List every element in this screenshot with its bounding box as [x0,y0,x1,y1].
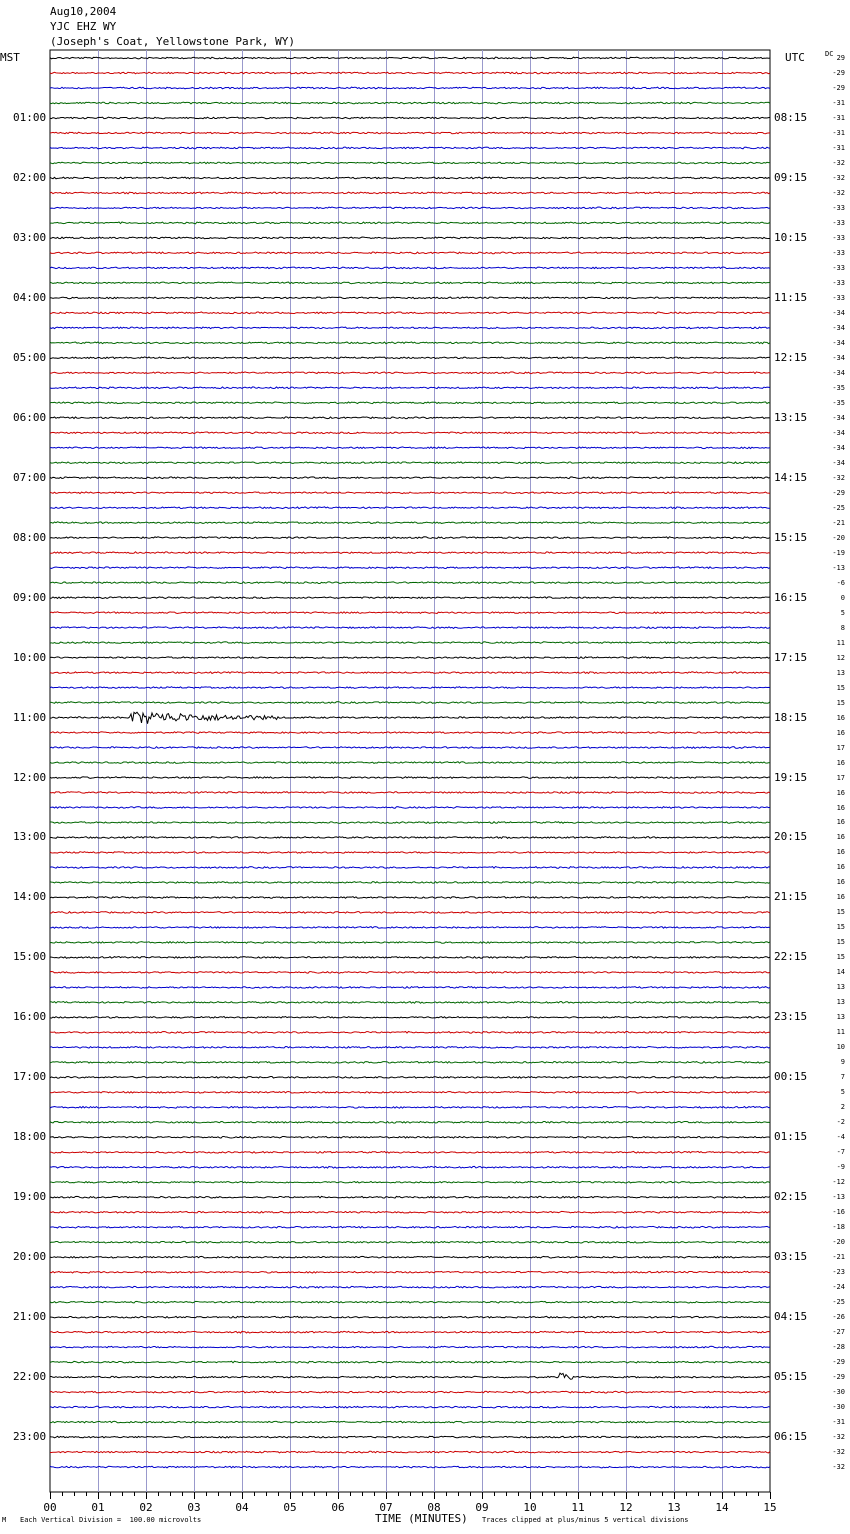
trace-row [50,447,770,449]
right-hour-label: 23:15 [774,1010,808,1023]
x-tick-label: 11 [571,1501,585,1514]
left-hour-label: 08:00 [13,531,47,544]
trace-row [50,597,770,599]
right-hour-label: 15:15 [774,531,808,544]
trace-row [50,762,770,764]
dc-offset-value: -7 [836,1148,845,1156]
trace-row [50,1346,770,1348]
dc-offset-value: -34 [832,339,845,347]
x-tick-label: 00 [43,1501,57,1514]
trace-row [50,1031,770,1033]
left-hour-label: 15:00 [13,950,47,963]
trace-row [50,1286,770,1288]
trace-row [50,567,770,569]
x-tick-label: 06 [331,1501,345,1514]
right-hour-label: 11:15 [774,291,808,304]
right-hour-label: 20:15 [774,830,808,843]
trace-row [50,702,770,704]
dc-offset-value: -34 [832,309,845,317]
trace-row [50,612,770,614]
trace-row [50,507,770,509]
dc-offset-value: -31 [832,114,845,122]
plot-frame [50,50,770,1492]
dc-offset-value: -28 [832,1343,845,1351]
trace-row [50,372,770,374]
trace-row [50,912,770,914]
dc-offset-value: 16 [836,893,845,901]
trace-row [50,477,770,479]
dc-offset-value: -29 [832,1358,845,1366]
dc-offset-value: 15 [836,953,845,961]
trace-row [50,1106,770,1108]
dc-offset-value: -32 [832,189,845,197]
trace-row [50,237,770,239]
trace-row [50,72,770,74]
dc-offset-value: -4 [836,1133,845,1141]
dc-offset-value: 15 [836,923,845,931]
dc-offset-value: -19 [832,549,845,557]
left-hour-label: 12:00 [13,771,47,784]
dc-offset-value: -25 [832,504,845,512]
dc-offset-value: 9 [840,1058,845,1066]
dc-offset-value: 13 [836,983,845,991]
dc-offset-value: -34 [832,429,845,437]
right-hour-label: 08:15 [774,111,808,124]
left-hour-label: 17:00 [13,1070,47,1083]
x-tick-label: 02 [139,1501,153,1514]
dc-offset-value: -21 [832,519,845,527]
trace-row [50,1421,770,1423]
dc-offset-value: -32 [832,1448,845,1456]
dc-offset-value: 13 [836,1013,845,1021]
left-hour-label: 06:00 [13,411,47,424]
left-hour-label: 03:00 [13,231,47,244]
trace-row [50,957,770,959]
dc-offset-value: -26 [832,1313,845,1321]
trace-row [50,1331,770,1333]
dc-offset-value: -34 [832,444,845,452]
left-hour-label: 11:00 [13,711,47,724]
dc-offset-value: 11 [836,1028,845,1036]
plot-date: Aug10,2004 [50,5,117,18]
trace-row [50,1061,770,1063]
dc-offset-value: -30 [832,1388,845,1396]
trace-row [50,1196,770,1198]
trace-row [50,387,770,389]
dc-offset-value: -27 [832,1328,845,1336]
trace-row [50,672,770,674]
trace-row [50,57,770,59]
trace-row [50,1166,770,1168]
x-tick-label: 03 [187,1501,201,1514]
dc-offset-value: 8 [840,624,845,632]
right-hour-label: 03:15 [774,1250,808,1263]
dc-offset-value: 16 [836,729,845,737]
right-hour-label: 00:15 [774,1070,808,1083]
trace-row [50,1391,770,1393]
x-axis-title: TIME (MINUTES) [375,1512,468,1525]
dc-offset-value: -33 [832,279,845,287]
trace-row [50,552,770,554]
dc-offset-value: -23 [832,1268,845,1276]
trace-row [50,342,770,344]
trace-row [50,1016,770,1018]
trace-row [50,657,770,659]
x-tick-label: 07 [379,1501,393,1514]
dc-offset-value: -24 [832,1283,845,1291]
trace-row [50,792,770,794]
left-hour-label: 04:00 [13,291,47,304]
dc-offset-value: -32 [832,159,845,167]
dc-offset-value: 16 [836,863,845,871]
left-hour-label: 13:00 [13,830,47,843]
dc-offset-value: -32 [832,174,845,182]
trace-row [50,687,770,689]
dc-offset-value: 16 [836,789,845,797]
x-tick-label: 13 [667,1501,681,1514]
dc-offset-value: 15 [836,699,845,707]
x-tick-label: 05 [283,1501,297,1514]
trace-row [50,297,770,299]
trace-row [50,537,770,539]
trace-row [50,777,770,779]
trace-row [50,252,770,254]
dc-offset-value: -29 [832,489,845,497]
dc-offset-value: -29 [832,69,845,77]
dc-offset-value: 5 [840,609,845,617]
right-timezone-label: UTC [785,51,805,64]
trace-row [50,882,770,884]
dc-offset-value: -2 [836,1118,845,1126]
trace-row [50,282,770,284]
station-code: YJC EHZ WY [50,20,117,33]
dc-offset-value: -32 [832,1433,845,1441]
right-hour-label: 12:15 [774,351,808,364]
x-tick-label: 08 [427,1501,441,1514]
right-hour-label: 05:15 [774,1370,808,1383]
corner-mark: M [2,1516,7,1524]
right-hour-label: 14:15 [774,471,808,484]
dc-offset-value: -34 [832,324,845,332]
right-hour-label: 19:15 [774,771,808,784]
trace-row [50,1436,770,1438]
trace-row [50,1091,770,1093]
dc-offset-value: 15 [836,684,845,692]
left-hour-label: 18:00 [13,1130,47,1143]
dc-offset-value: 15 [836,908,845,916]
dc-offset-value: 7 [840,1073,845,1081]
right-hour-label: 16:15 [774,591,808,604]
trace-row [50,132,770,134]
trace-row [50,822,770,824]
right-hour-label: 02:15 [774,1190,808,1203]
scale-note: Each Vertical Division = 100.00 microvolts [20,1516,202,1524]
left-timezone-label: MST [0,51,20,64]
right-hour-label: 22:15 [774,950,808,963]
dc-offset-value: -13 [832,564,845,572]
dc-offset-value: -34 [832,369,845,377]
dc-offset-value: -6 [836,579,845,587]
trace-row [50,492,770,494]
dc-offset-value: -32 [832,1463,845,1471]
left-hour-label: 23:00 [13,1430,47,1443]
right-hour-label: 01:15 [774,1130,808,1143]
dc-offset-value: -35 [832,384,845,392]
trace-row [50,897,770,899]
left-hour-label: 20:00 [13,1250,47,1263]
dc-offset-value: -32 [832,474,845,482]
dc-offset-value: 16 [836,759,845,767]
left-hour-label: 22:00 [13,1370,47,1383]
clip-note: Traces clipped at plus/minus 5 vertical divisions [482,1516,689,1524]
trace-row [50,1151,770,1153]
trace-row [50,1301,770,1303]
dc-offset-value: 11 [836,639,845,647]
x-tick-label: 12 [619,1501,633,1514]
trace-row [50,747,770,749]
right-hour-label: 21:15 [774,890,808,903]
dc-offset-value: -29 [832,84,845,92]
right-hour-label: 17:15 [774,651,808,664]
trace-row [50,102,770,104]
dc-offset-value: 5 [840,1088,845,1096]
trace-row [50,327,770,329]
station-location: (Joseph's Coat, Yellowstone Park, WY) [50,35,296,48]
dc-offset-value: 16 [836,714,845,722]
trace-row [50,642,770,644]
left-hour-label: 10:00 [13,651,47,664]
dc-offset-value: -9 [836,1163,845,1171]
trace-row [50,852,770,854]
dc-offset-value: -31 [832,129,845,137]
dc-offset-value: -30 [832,1403,845,1411]
dc-offset-value: -13 [832,1193,845,1201]
dc-offset-value: -33 [832,294,845,302]
trace-row [50,267,770,269]
left-hour-label: 19:00 [13,1190,47,1203]
trace-row [50,1076,770,1078]
dc-offset-value: 16 [836,833,845,841]
trace-row [50,1241,770,1243]
dc-offset-value: -21 [832,1253,845,1261]
trace-row [50,732,770,734]
dc-offset-value: 0 [840,594,845,602]
trace-row [50,1002,770,1004]
x-tick-label: 01 [91,1501,105,1514]
trace-row [50,1136,770,1138]
trace-row [50,1373,770,1379]
dc-offset-value: 13 [836,669,845,677]
x-tick-label: 14 [715,1501,729,1514]
left-hour-label: 14:00 [13,890,47,903]
x-tick-label: 15 [763,1501,777,1514]
trace-row [50,1271,770,1273]
dc-offset-value: -20 [832,1238,845,1246]
trace-row [50,207,770,209]
dc-offset-value: 13 [836,998,845,1006]
dc-offset-value: -25 [832,1298,845,1306]
left-hour-label: 05:00 [13,351,47,364]
dc-offset-value: 10 [836,1043,845,1051]
trace-row [50,712,770,723]
dc-offset-value: -29 [832,1373,845,1381]
dc-offset-value: -34 [832,459,845,467]
dc-offset-value: -33 [832,249,845,257]
left-hour-label: 09:00 [13,591,47,604]
trace-row [50,1451,770,1453]
dc-offset-value: 17 [836,744,845,752]
dc-offset-value: -31 [832,144,845,152]
dc-offset-value: -16 [832,1208,845,1216]
right-hour-label: 10:15 [774,231,808,244]
dc-label: DC [825,50,834,58]
trace-row [50,927,770,929]
trace-row [50,837,770,839]
trace-row [50,1211,770,1213]
left-hour-label: 21:00 [13,1310,47,1323]
left-hour-label: 07:00 [13,471,47,484]
dc-offset-value: 16 [836,848,845,856]
dc-offset-value: -31 [832,1418,845,1426]
trace-row [50,1256,770,1258]
trace-row [50,147,770,149]
dc-offset-value: -33 [832,264,845,272]
trace-row [50,1316,770,1318]
trace-row [50,522,770,524]
trace-row [50,627,770,629]
trace-row [50,162,770,164]
left-hour-label: 16:00 [13,1010,47,1023]
trace-row [50,117,770,119]
dc-offset-value: 2 [840,1103,845,1111]
x-tick-label: 09 [475,1501,489,1514]
trace-row [50,1226,770,1228]
x-tick-label: 10 [523,1501,537,1514]
right-hour-label: 18:15 [774,711,808,724]
dc-offset-value: -33 [832,219,845,227]
trace-row [50,1121,770,1123]
trace-row [50,1047,770,1049]
dc-offset-value: 15 [836,938,845,946]
dc-offset-value: 14 [836,968,845,976]
trace-row [50,1406,770,1408]
right-hour-label: 04:15 [774,1310,808,1323]
dc-offset-value: -35 [832,399,845,407]
trace-row [50,867,770,869]
left-hour-label: 01:00 [13,111,47,124]
trace-row [50,807,770,809]
dc-offset-value: -34 [832,354,845,362]
trace-row [50,432,770,434]
dc-offset-value: -33 [832,234,845,242]
trace-row [50,402,770,404]
trace-row [50,87,770,89]
dc-offset-value: 12 [836,654,845,662]
right-hour-label: 06:15 [774,1430,808,1443]
trace-row [50,942,770,944]
trace-row [50,357,770,359]
trace-row [50,192,770,194]
trace-row [50,462,770,464]
trace-row [50,987,770,989]
dc-offset-value: -20 [832,534,845,542]
trace-row [50,1361,770,1363]
dc-offset-value: -31 [832,99,845,107]
trace-row [50,222,770,224]
dc-offset-value: 16 [836,804,845,812]
trace-row [50,177,770,179]
dc-offset-value: -12 [832,1178,845,1186]
trace-row [50,312,770,314]
trace-row [50,972,770,974]
right-hour-label: 09:15 [774,171,808,184]
trace-row [50,1466,770,1468]
right-hour-label: 13:15 [774,411,808,424]
dc-offset-value: -18 [832,1223,845,1231]
x-tick-label: 04 [235,1501,249,1514]
dc-offset-value: 29 [836,54,845,62]
dc-offset-value: 17 [836,774,845,782]
dc-offset-value: -33 [832,204,845,212]
trace-row [50,1181,770,1183]
trace-row [50,582,770,584]
dc-offset-value: -34 [832,414,845,422]
left-hour-label: 02:00 [13,171,47,184]
dc-offset-value: 16 [836,878,845,886]
trace-row [50,417,770,419]
dc-offset-value: 16 [836,818,845,826]
